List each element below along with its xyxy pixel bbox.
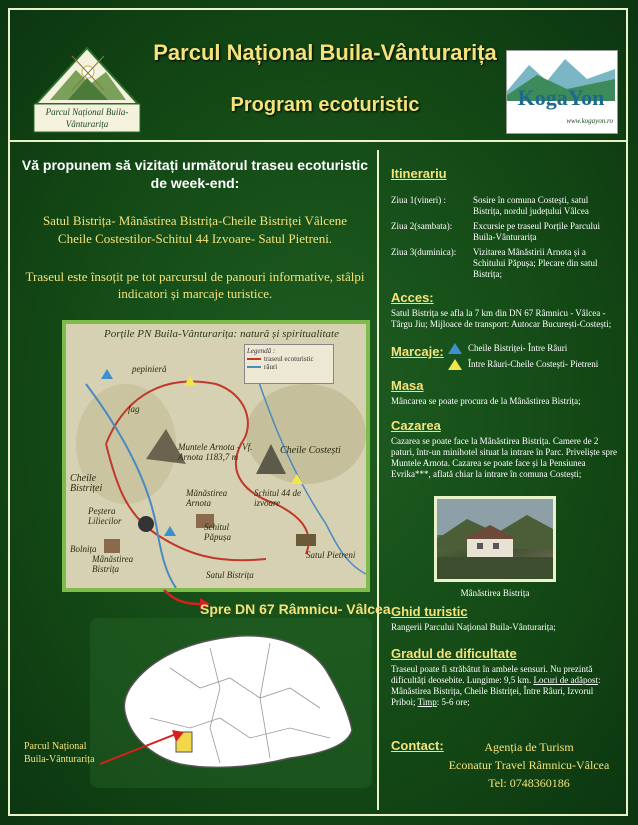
masa-text: Mâncarea se poate procura de la Mânăstirea Bistrița; [391,396,581,406]
cazarea-heading: Cazarea [391,418,441,433]
map-label-pestera: Peștera Liliecilor [88,506,122,526]
day-text: Excursie pe traseul Porțile Parcului Buila-Vânturarița [473,221,600,242]
itinerariu-day-1 [391,195,619,217]
route-line-2: Cheile Costestilor-Schitul 44 Izvoare- Satul Pietreni. [57,231,333,246]
itinerariu-list [391,195,619,280]
kogayon-logo [506,50,618,134]
timp-label: Timp [417,697,437,707]
itinerariu-day-2 [391,221,619,243]
trail-map [62,320,370,592]
acces-heading: Acces: [391,290,434,305]
intro-text: Vă propunem să vizitați următorul traseu ecoturistic de week-end: [21,157,369,191]
contact-info [444,738,614,792]
marcaje-heading: Marcaje: [391,344,444,359]
park-logo [28,42,146,134]
day-label: Ziua 3(duminica): [391,247,457,257]
dificultate-part1: Traseul poate fi străbătut în ambele sensuri. Nu prezintă dificultăți deosebite. Lungime: 9,5 km. [391,664,593,685]
trail-note: Traseul este însoțit pe tot parcursul de panouri informative, stâlpi indicatori și marcaje turistice. [25,269,365,301]
route-text [20,212,370,248]
locuri-label: Locuri de adăpost [533,675,598,685]
marcaje-blue [448,343,618,354]
map-legend [244,344,334,384]
map-label-fag: fag [128,404,140,414]
yellow-triangle-icon [448,359,462,370]
map-label-satul-pietreni: Satul Pietreni [306,550,356,560]
direction-label: Spre DN 67 Râmnicu- Vâlcea [200,601,391,617]
contact-phone: Tel: 0748360186 [488,776,570,790]
day-text: Vizitarea Mânăstirii Arnota și a Schitului Păpușa; Plecare din satul Bistrița; [473,247,598,279]
map-label-schitul-izvoare: Schitul 44 de izvoare [254,488,301,508]
cazarea-text: Cazarea se poate face la Mânăstirea Bistrița. Camere de 2 paturi, într-un minihotel situat la intrare în Parc. Priveliște spre Muntele Arnota. Cazarea se poate face și la Pensiunea Evrika***, aflată chiar la intrare în comuna Costești; [391,436,618,479]
marcaje-blue-label: Cheile Bistriței- Între Râuri [468,343,568,353]
dificultate-part3: : 5-6 ore; [436,697,470,707]
acces-text: Satul Bistrița se afla la 7 km din DN 67 Râmnicu - Vâlcea - Târgu Jiu; Mijloace de transport: Autocar București-Costești; [391,308,612,329]
legend-river-label: râuri [264,363,278,371]
map-label-cheile-costesti: Cheile Costești [280,445,341,456]
page-title: Parcul Național Buila-Vânturarița [153,40,497,65]
map-label-bolnita: Bolnița [70,544,97,554]
map-title: Porțile PN Buila-Vânturarița: natură și spiritualitate [104,328,339,340]
park-pointer-arrow-icon [96,728,186,768]
header-divider [8,140,628,142]
marcaje-yellow [448,359,618,370]
legend-river [247,363,331,371]
kogayon-logo-text: KogaYon [517,85,605,110]
day-label: Ziua 2(sambata): [391,221,453,231]
itinerariu-day-3 [391,247,619,280]
map-label-pepiniera: pepinieră [132,364,167,374]
map-label-cheile-bistritei: Cheile Bistriței [70,473,103,494]
column-divider [377,150,379,810]
photo-caption: Mânăstirea Bistrița [460,588,530,598]
blue-triangle-icon [448,343,462,354]
marcaje-yellow-label: Între Râuri-Cheile Costești- Pietreni [468,359,599,369]
contact-company: Econatur Travel Râmnicu-Vâlcea [448,758,610,772]
map-label-muntele-arnota: Muntele Arnota - Vf. Arnota 1183,7 m [178,442,253,462]
day-label: Ziua 1(vineri) : [391,195,446,205]
contact-agency: Agenția de Turism [484,740,574,754]
park-location-label: Parcul Național Buila-Vânturarița [24,741,95,765]
itinerariu-heading: Itinerariu [391,166,447,181]
contact-label: Contact: [391,738,444,753]
page-subtitle: Program ecoturistic [230,94,420,116]
map-label-schitul-papusa: Schitul Păpușa [204,522,231,542]
ghid-text: Rangerii Parcului Național Buila-Vânturarița; [391,622,556,632]
kogayon-url: www.kogayon.ro [566,117,613,125]
monastery-photo [434,496,556,582]
legend-trail-label: traseul ecoturistic [264,355,314,363]
route-line-1: Satul Bistrița- Mânăstirea Bistrița-Cheile Bistriței Vâlcene [42,213,348,228]
map-label-satul-bistrita: Satul Bistrița [206,570,254,580]
dificultate-text [391,664,617,708]
map-label-manastirea-arnota: Mănăstirea Arnota [186,488,228,508]
dificultate-heading: Gradul de dificultate [391,646,517,661]
legend-trail [247,355,331,363]
map-label-manastirea-bistrita: Mânăstirea Bistrița [92,554,134,574]
masa-heading: Masa [391,378,424,393]
dificultate-part2: : Mânăstirea Bistrița, Cheile Bistriței, Între Râuri, Izvorul Priboi; [391,675,601,707]
ghid-heading: Ghid turistic [391,604,468,619]
day-text: Sosire în comuna Costești, satul Bistrița, nordul județului Vâlcea [473,195,589,216]
legend-title: Legendă : [247,347,276,355]
park-logo-text: Parcul Național Buila-Vânturarița [45,107,129,129]
